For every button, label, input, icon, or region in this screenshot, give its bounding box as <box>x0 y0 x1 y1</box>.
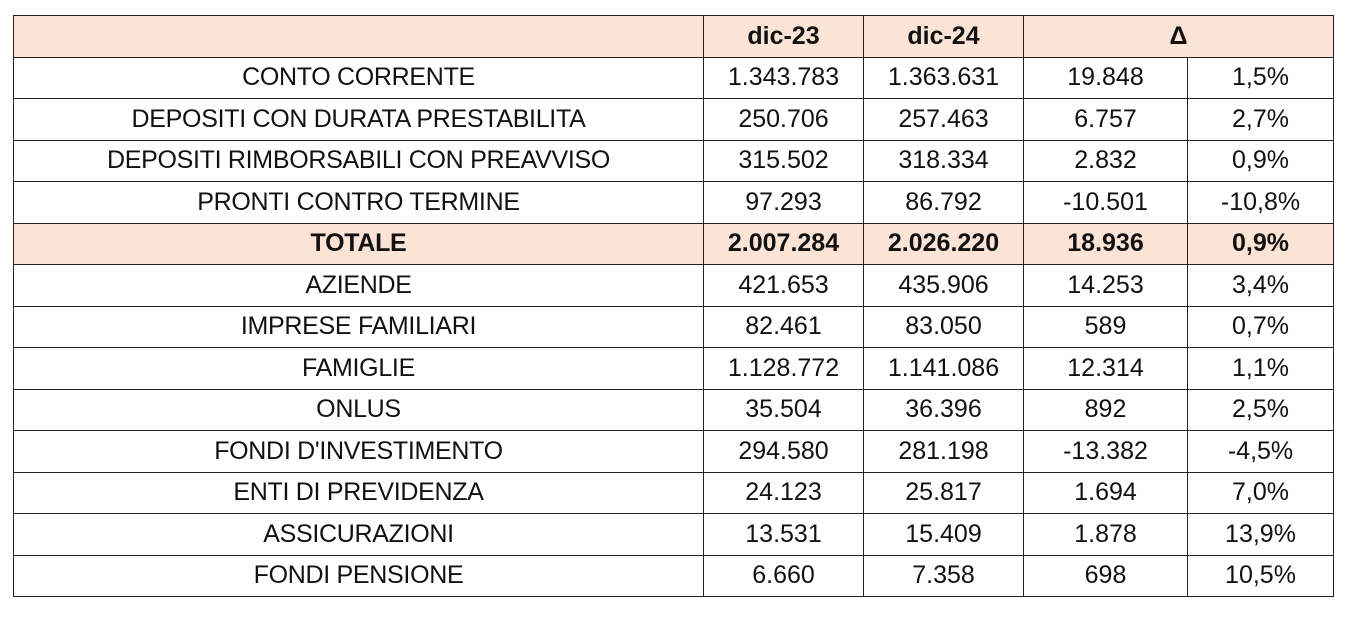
value-dic-23: 1.128.772 <box>704 348 864 390</box>
value-dic-24: 281.198 <box>864 431 1024 473</box>
delta-absolute: 1.878 <box>1024 514 1188 556</box>
value-dic-24: 83.050 <box>864 306 1024 348</box>
table-row <box>14 389 1334 431</box>
table-body <box>14 57 1334 597</box>
delta-absolute: 698 <box>1024 555 1188 597</box>
row-label: IMPRESE FAMILIARI <box>14 306 704 348</box>
row-label: FONDI PENSIONE <box>14 555 704 597</box>
row-label: CONTO CORRENTE <box>14 57 704 99</box>
value-dic-24: 318.334 <box>864 140 1024 182</box>
header-dic-24: dic-24 <box>864 16 1024 58</box>
value-dic-23: 250.706 <box>704 99 864 141</box>
delta-percent: 0,9% <box>1188 140 1334 182</box>
value-dic-24: 2.026.220 <box>864 223 1024 265</box>
delta-absolute: 12.314 <box>1024 348 1188 390</box>
delta-percent: 0,7% <box>1188 306 1334 348</box>
delta-percent: 13,9% <box>1188 514 1334 556</box>
table-row <box>14 472 1334 514</box>
delta-percent: 10,5% <box>1188 555 1334 597</box>
value-dic-24: 435.906 <box>864 265 1024 307</box>
value-dic-24: 36.396 <box>864 389 1024 431</box>
header-dic-23: dic-23 <box>704 16 864 58</box>
value-dic-23: 1.343.783 <box>704 57 864 99</box>
delta-percent: 0,9% <box>1188 223 1334 265</box>
delta-absolute: -10.501 <box>1024 182 1188 224</box>
table-row <box>14 306 1334 348</box>
value-dic-23: 294.580 <box>704 431 864 473</box>
row-label: AZIENDE <box>14 265 704 307</box>
delta-absolute: 1.694 <box>1024 472 1188 514</box>
value-dic-23: 2.007.284 <box>704 223 864 265</box>
delta-percent: 3,4% <box>1188 265 1334 307</box>
table-row <box>14 140 1334 182</box>
value-dic-23: 6.660 <box>704 555 864 597</box>
header-label-cell <box>14 16 704 58</box>
table-row <box>14 555 1334 597</box>
value-dic-23: 97.293 <box>704 182 864 224</box>
row-label: PRONTI CONTRO TERMINE <box>14 182 704 224</box>
value-dic-23: 421.653 <box>704 265 864 307</box>
delta-absolute: 892 <box>1024 389 1188 431</box>
row-label: ONLUS <box>14 389 704 431</box>
delta-percent: 1,1% <box>1188 348 1334 390</box>
value-dic-24: 7.358 <box>864 555 1024 597</box>
value-dic-24: 25.817 <box>864 472 1024 514</box>
header-delta: Δ <box>1024 16 1334 58</box>
delta-absolute: 18.936 <box>1024 223 1188 265</box>
table-row <box>14 348 1334 390</box>
delta-percent: 2,5% <box>1188 389 1334 431</box>
value-dic-24: 1.363.631 <box>864 57 1024 99</box>
value-dic-24: 1.141.086 <box>864 348 1024 390</box>
delta-percent: 7,0% <box>1188 472 1334 514</box>
value-dic-23: 82.461 <box>704 306 864 348</box>
deposits-table-container <box>13 15 1334 597</box>
row-label: DEPOSITI CON DURATA PRESTABILITA <box>14 99 704 141</box>
value-dic-24: 86.792 <box>864 182 1024 224</box>
row-label: ENTI DI PREVIDENZA <box>14 472 704 514</box>
delta-absolute: 2.832 <box>1024 140 1188 182</box>
value-dic-23: 315.502 <box>704 140 864 182</box>
delta-absolute: -13.382 <box>1024 431 1188 473</box>
delta-absolute: 19.848 <box>1024 57 1188 99</box>
value-dic-23: 13.531 <box>704 514 864 556</box>
delta-percent: 1,5% <box>1188 57 1334 99</box>
delta-absolute: 589 <box>1024 306 1188 348</box>
value-dic-23: 35.504 <box>704 389 864 431</box>
value-dic-24: 257.463 <box>864 99 1024 141</box>
table-row <box>14 431 1334 473</box>
value-dic-24: 15.409 <box>864 514 1024 556</box>
delta-percent: 2,7% <box>1188 99 1334 141</box>
table-row <box>14 514 1334 556</box>
row-label: FONDI D'INVESTIMENTO <box>14 431 704 473</box>
table-row <box>14 182 1334 224</box>
delta-percent: -10,8% <box>1188 182 1334 224</box>
row-label: FAMIGLIE <box>14 348 704 390</box>
value-dic-23: 24.123 <box>704 472 864 514</box>
table-row <box>14 265 1334 307</box>
delta-percent: -4,5% <box>1188 431 1334 473</box>
row-label: DEPOSITI RIMBORSABILI CON PREAVVISO <box>14 140 704 182</box>
row-label: ASSICURAZIONI <box>14 514 704 556</box>
row-label: TOTALE <box>14 223 704 265</box>
table-row <box>14 99 1334 141</box>
header-row <box>14 16 1334 58</box>
deposits-table <box>13 15 1334 597</box>
delta-absolute: 6.757 <box>1024 99 1188 141</box>
table-row <box>14 57 1334 99</box>
delta-absolute: 14.253 <box>1024 265 1188 307</box>
table-row-total <box>14 223 1334 265</box>
